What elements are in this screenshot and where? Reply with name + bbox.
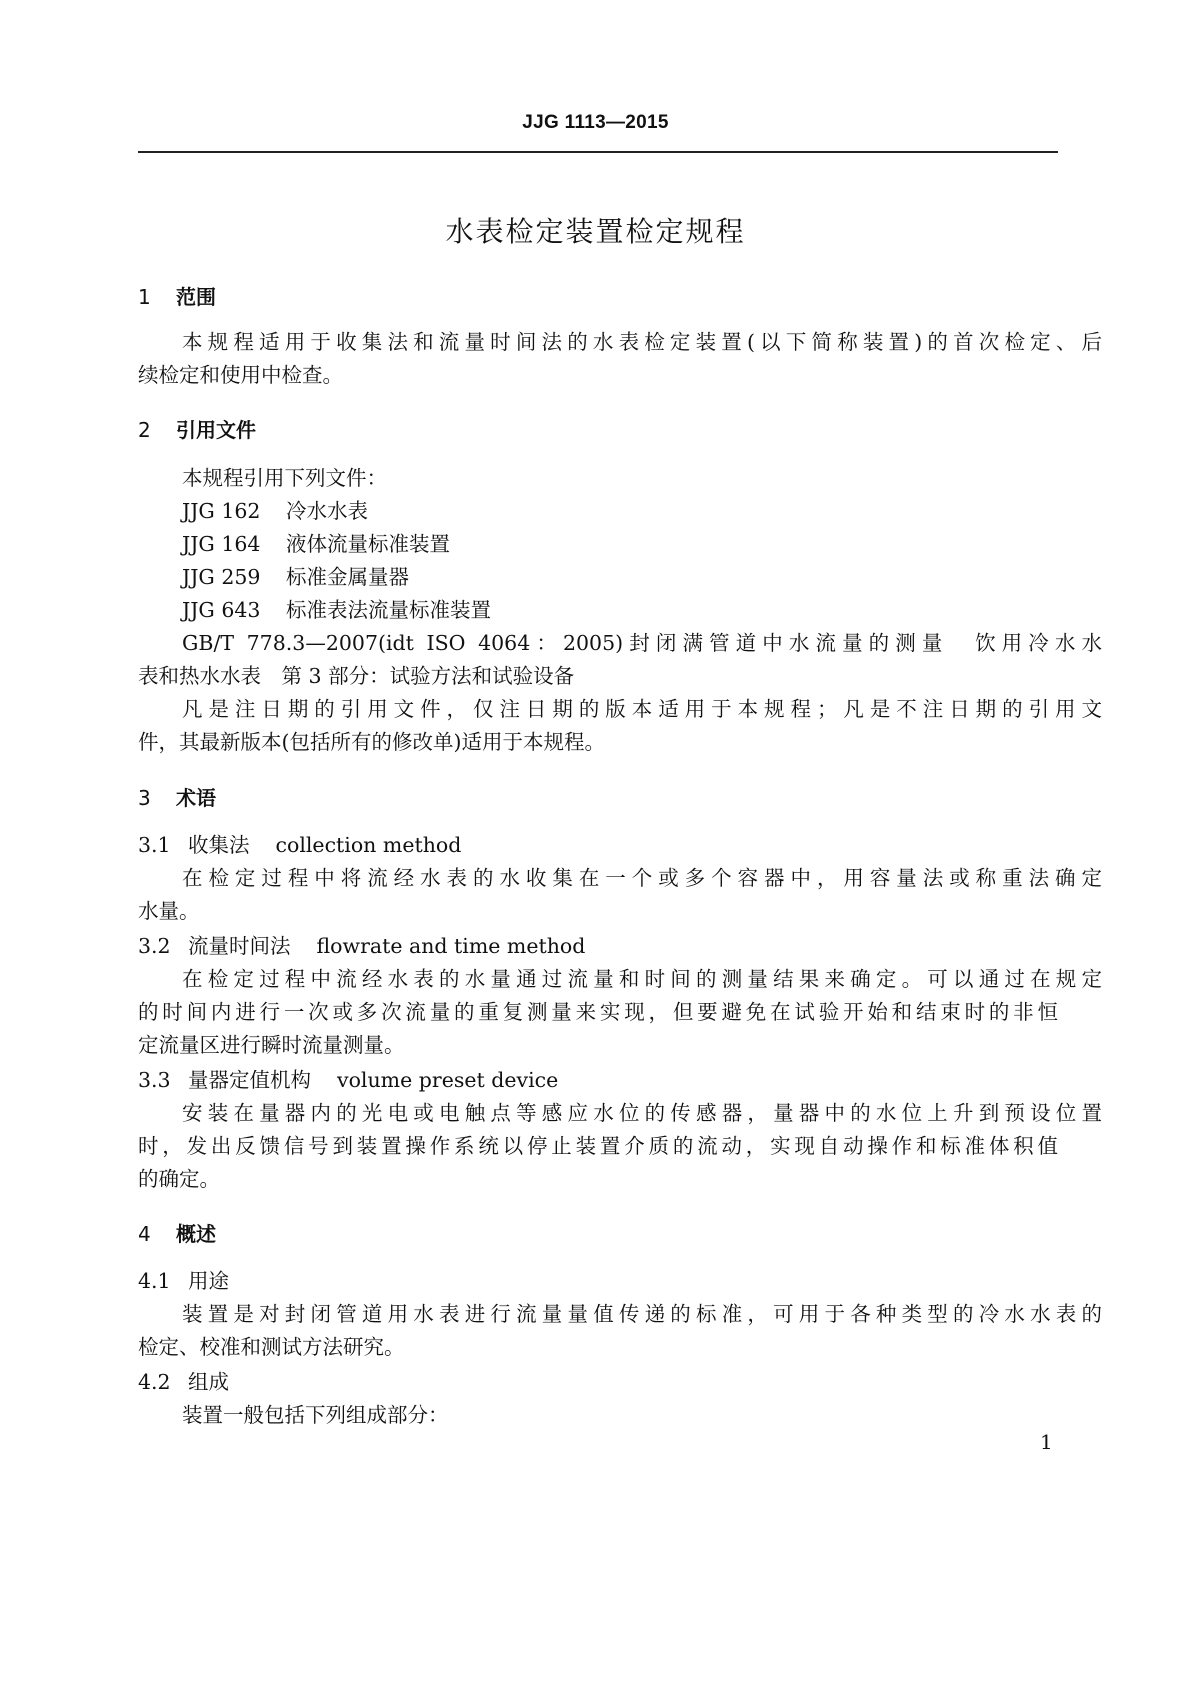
term-zh: 流量时间法 xyxy=(188,934,291,958)
paragraph-line: 的时间内进行一次或多次流量的重复测量来实现，但要避免在试验开始和结束时的非恒 xyxy=(138,1000,1058,1024)
term-number: 3.3 xyxy=(138,1068,171,1092)
paragraph-line: 本规程适用于收集法和流量时间法的水表检定装置(以下简称装置)的首次检定、后 xyxy=(182,330,1102,354)
paragraph-line: 在检定过程中流经水表的水量通过流量和时间的测量结果来确定。可以通过在规定 xyxy=(182,967,1102,991)
term-heading xyxy=(138,829,1058,862)
section-heading-overview xyxy=(138,1218,1058,1247)
paragraph-line: 时，发出反馈信号到装置操作系统以停止装置介质的流动，实现自动操作和标准体积值 xyxy=(138,1134,1058,1158)
paragraph-line: 续检定和使用中检查。 xyxy=(138,363,343,387)
term-number: 3.1 xyxy=(138,833,171,857)
running-header-standard-code: JJG 1113—2015 xyxy=(522,112,669,133)
paragraph-line: 定流量区进行瞬时流量测量。 xyxy=(138,1033,405,1057)
reference-code: JJG 162 xyxy=(182,499,261,523)
reference-item-gbt-continued: 表和热水水表 第 3 部分：试验方法和试验设备 xyxy=(138,664,575,688)
subsection-title: 组成 xyxy=(188,1370,229,1394)
paragraph-line: 装置一般包括下列组成部分： xyxy=(182,1403,449,1427)
header-rule xyxy=(138,151,1058,153)
paragraph-line: 检定、校准和测试方法研究。 xyxy=(138,1335,405,1359)
reference-title: 冷水水表 xyxy=(286,499,368,523)
section-heading-scope xyxy=(138,281,1058,310)
section-number: 1 xyxy=(138,285,151,309)
reference-item-gbt: GB/T 778.3—2007(idt ISO 4064：2005)封闭满管道中水流量的测量 饮用冷水水 xyxy=(182,631,1102,655)
paragraph-line: 件，其最新版本(包括所有的修改单)适用于本规程。 xyxy=(138,730,605,754)
subsection-heading xyxy=(138,1265,1058,1298)
section-heading-terms xyxy=(138,782,1058,811)
section-heading-normative-references xyxy=(138,414,1058,443)
term-en: collection method xyxy=(275,833,462,857)
section-number: 4 xyxy=(138,1222,151,1246)
reference-item xyxy=(138,528,1102,561)
reference-title: 标准表法流量标准装置 xyxy=(286,598,491,622)
term-heading xyxy=(138,1064,1058,1097)
term-zh: 量器定值机构 xyxy=(188,1068,311,1092)
section-title: 引用文件 xyxy=(176,418,256,442)
reference-item xyxy=(138,594,1102,627)
reference-item xyxy=(138,495,1102,528)
reference-code: JJG 164 xyxy=(182,532,261,556)
subsection-number: 4.1 xyxy=(138,1269,171,1293)
paragraph-line: 本规程引用下列文件： xyxy=(182,466,387,490)
paragraph-line: 水量。 xyxy=(138,899,200,923)
paragraph-line: 安装在量器内的光电或电触点等感应水位的传感器，量器中的水位上升到预设位置 xyxy=(182,1101,1102,1125)
reference-item xyxy=(138,561,1102,594)
term-en: flowrate and time method xyxy=(316,934,586,958)
section-title: 概述 xyxy=(176,1222,216,1246)
subsection-number: 4.2 xyxy=(138,1370,171,1394)
paragraph-line: 在检定过程中将流经水表的水收集在一个或多个容器中，用容量法或称重法确定 xyxy=(182,866,1102,890)
section-title: 术语 xyxy=(176,786,216,810)
term-heading xyxy=(138,930,1058,963)
subsection-heading xyxy=(138,1366,1058,1399)
section-number: 2 xyxy=(138,418,151,442)
paragraph-line: 凡是注日期的引用文件，仅注日期的版本适用于本规程；凡是不注日期的引用文 xyxy=(182,697,1102,721)
reference-code: JJG 643 xyxy=(182,598,261,622)
paragraph-line: 装置是对封闭管道用水表进行流量量值传递的标准，可用于各种类型的冷水水表的 xyxy=(182,1302,1102,1326)
paragraph-line: 的确定。 xyxy=(138,1167,220,1191)
section-number: 3 xyxy=(138,786,151,810)
term-zh: 收集法 xyxy=(188,833,250,857)
term-en: volume preset device xyxy=(337,1068,559,1092)
reference-title: 液体流量标准装置 xyxy=(286,532,450,556)
term-number: 3.2 xyxy=(138,934,171,958)
reference-title: 标准金属量器 xyxy=(286,565,409,589)
section-title: 范围 xyxy=(176,285,216,309)
document-title: 水表检定装置检定规程 xyxy=(445,215,746,248)
page-number: 1 xyxy=(1040,1430,1053,1454)
reference-code: JJG 259 xyxy=(182,565,261,589)
subsection-title: 用途 xyxy=(188,1269,229,1293)
